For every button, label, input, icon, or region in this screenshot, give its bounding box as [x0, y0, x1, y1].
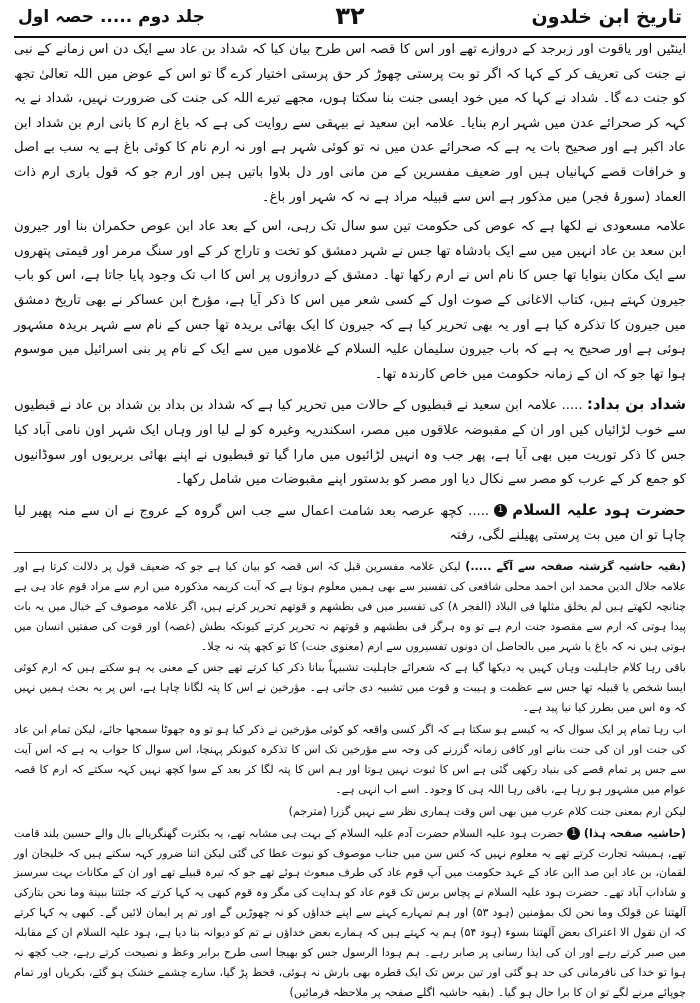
- translator-note: لیکن ارم بمعنی جنت کلام عرب میں بھی اس وقت ہماری نظر سے نہیں گزرا (مترجم): [288, 804, 686, 818]
- page-header: [14, 0, 686, 38]
- section-heading-shaddad: شداد بن بداد:: [586, 395, 686, 414]
- footnote-marker[interactable]: 1: [494, 504, 507, 517]
- volume-label: جلد دوم ..... حصہ اول: [18, 7, 205, 27]
- main-text: [14, 38, 686, 549]
- footnote-divider: [14, 552, 686, 553]
- paragraph-hud-text: ..... کچھ عرصہ بعد شامت اعمال سے جب اس گروہ کے عروج نے ان سے منہ پھیر لیا چاہا تو ان میں بت پرستی پھیلنے لگی، رفتہ: [14, 503, 686, 544]
- paragraph-iram: اینٹیں اور یاقوت اور زبرجد کے دروازے تھے اور اس کا قصہ اس طرح بیان کیا کہ شداد بن عاد سے ایک دن اس زمانے کے نبی نے جنت کی تعریف کر کے کہا کہ اگر تو بت پرستی چھوڑ کر حق پرستی اختیار کرے گا تو اس کے عوض میں اللہ تعالیٰ تجھ کو جنت دے گا۔ شداد نے کہا کہ میں خود ایسی جنت بنا سکتا ہوں، مجھے تیرے اللہ کی جنت کی ضرورت نہیں، شداد نے یہ کہہ کر صحرائے عدن میں شہر ارم بنایا۔ علامہ ابن سعید نے بیہقی سے روایت کی ہے کہ باغ ارم کا بانی ارم بن شداد ابن عاد اکبر ہے اور صحیح بات یہ ہے کہ صحرائے عدن میں نہ تو کوئی شہر ہے اور نہ ارم نام کا کوئی باغ ہے یہ سب بے اصل و خرافات قصے کہانیاں ہیں اور ضعیف مفسرین کے من مانی اور دل بلاوا باتیں ہیں اور ارم جو کہ قول باری ارم ذات العماد (سورۂ فجر) میں مذکور ہے اس سے قبیلہ مراد ہے نہ کہ شہر اور باغ۔: [14, 42, 686, 205]
- footnote-marker: 1: [567, 827, 580, 840]
- footnote-hud: [14, 824, 686, 1003]
- section-heading-hud: حضرت ہود علیہ السلام: [512, 500, 686, 519]
- footnotes: [14, 557, 686, 1003]
- paragraph-shaddad-text: ..... علامہ ابن سعید نے قبطیوں کے حالات میں تحریر کیا ہے کہ شداد بن بداد بن شداد بن عاد نے قبطیوں سے خوب لڑائیاں کیں اور ان کے مقبوضہ علاقوں میں مصر، اسکندریہ وغیرہ کو لے لیا اور وہاں ایک شہر اون نامی آباد کیا جس کا ذکر توریت میں بھی آیا ہے، پھر جب وہ انہیں لڑائیوں میں مارا گیا تو قبطیوں نے اپنے بھائی بربریوں اور سوڈانیوں کو جمع کر کے عرب کو مصر سے نکال دیا اور مصر کو بدستور اپنے مقبوضات میں شامل رکھا۔: [14, 398, 686, 488]
- paragraph-shaddad: [14, 392, 686, 492]
- book-title: تاریخ ابن خلدون: [531, 6, 682, 28]
- footnote-text: اب رہا تمام پر ایک سوال کہ یہ کیسے ہو سکتا ہے کہ اگر کسی واقعہ کو کوئی مؤرخین نے ذکر کیا ہو تو وہ جھوٹا سمجھا جائے، لیکن تمام ابن عاد کی جنت اور ان کی جنت بنانے اور کافی زمانہ گزرنے کی وجہ سے مؤرخین تک اس کا تذکرہ کیونکر پہنچا، اس سوال کا جواب یہ ہے کہ اس آیت سے جس پر تمام قصے کی بنیاد رکھی گئی ہے اس کا ثبوت نہیں ہوتا اور ہم اس کا پتہ لگا کر بعد کے سوا کچھ نہیں کہہ سکتے کہ ارم کا قصہ عوام میں مشہور ہو رہا ہے، باقی رہا اللہ ہی کا وجود۔ اسے اب انہی ہے۔: [14, 723, 686, 796]
- page-number: ۳۲: [335, 2, 365, 30]
- footnote-continued: [14, 557, 686, 657]
- footnote-hud-label: (حاشیہ صفحہ ہذا): [583, 826, 686, 840]
- footnote-text: حضرت ہود علیہ السلام حضرت آدم علیہ السلام کے بہت ہی مشابہ تھے، یہ بکثرت گھنگریالے بال والے حسین بلند قامت تھے، ہمیشہ تجارت کرتے تھے یہ معلوم نہیں کہ کس سن میں جناب موصوف کو نبوت عطا کی گئی لیکن اتنا ضرور کہہ سکتے ہیں کہ خلیجان اور لقمان، بن عاد ابن صد اابن عاد کے عہد حکومت میں آپ قوم عاد کی طرف مبعوث ہوئے تھے جو کہ تیرہ قبیلے تھے اور ان کے مکانات بہت سرسبز و شاداب آباد تھے۔ حضرت ہود علیہ السلام نے پچاس برس تک قوم عاد کو ہدایت کی مگر وہ قوم کبھی یہ کہا کرتے کہ جئتنا ببینة وما نحن بتارکی آلھتنا عن قولک وما نحن لک بمؤمنین (ہود ۵۳) اور ہم تمہارے کہنے سے اپنے خداؤں کو نہ چھوڑیں گے اور تم پر ایمان لائیں گے۔ کبھی یہ کہا کرتے کہ ان نقول الا اعتراک بعض آلھتنا بسوء (ہود ۵۴) ہم یہ کہتے ہیں کہ ہمارے بعض خداؤں نے تم کو دیوانہ بنا دیا ہے، ہود علیہ السلام ان کے مقابلہ میں صبر کرتے رہے اور ان کی ایذا رسانی پر صابر رہے۔ ہم ہودا الرسول جس کو بھیجا اسی طرح برابر وعظ و نصیحت کرتے رہے، جب کچھ نہ ہوا تو خدا کی نافرمانی کی حد ہو گئی اور تین برس تک ایک قطرہ بھی بارش نہ ہوئی، قحط پڑ گیا، سارے چشمے خشک ہو گئے، بکریاں اور تمام چوپائے مرنے لگے تو ان کا برا حال ہو گیا۔: [14, 826, 686, 999]
- footnote-continued-label: (بقیہ حاشیہ گزشتہ صفحہ سے آگے .....): [465, 559, 686, 573]
- paragraph-masudi: علامہ مسعودی نے لکھا ہے کہ عوص کی حکومت تین سو سال تک رہی، اس کے بعد عاد ابن عوص حکمران بنا اور جیرون ابن سعد بن عاد انہیں میں سے ایک بادشاہ تھا جس نے شہر دمشق کو تخت و تاراج کر کے اور سنگ مرمر اور قیمتی پتھروں سے ایک مکان بنوایا تھا جس کا نام اس نے ارم رکھا تھا۔ دمشق کے دروازوں پر اس کا اب تک وجود پایا جاتا ہے، اس کو باب جیرون کہتے ہیں، کتاب الاغانی کے صوت اول کے کسی شعر میں اس کا ذکر آیا ہے، مؤرخ ابن عساکر نے بھی تاریخ دمشق میں جیرون کا تذکرہ کیا ہے اور یہ بھی تحریر کیا ہے کہ جیرون کا ایک بھائی بریدہ تھا جس کے نام سے شہر بریدہ مشہور ہوئی ہے اور صحیح یہ ہے کہ باب جیرون سلیمان علیہ السلام کے غلاموں میں سے ایک کے نام پر بنی اسرائیل میں موسوم ہوا تھا جو کہ ان کے زمانہ حکومت میں خاص کارندہ تھا۔: [14, 219, 686, 382]
- continued-next-page: (بقیہ حاشیہ اگلے صفحہ پر ملاحظہ فرمائیں): [289, 985, 495, 999]
- footnote-text: باقی رہا کلام جاہلیت وہاں کہیں یہ دیکھا گیا ہے کہ شعرائے جاہلیت تشبیہاً بنانا ذکر کیا کرتے تھے جس کے معنی یہ ہو سکتے ہیں کہ ارم کوئی ایسا شخص یا قبیلہ تھا جس سے عظمت و ہیبت و قوت میں تشبیہ دی جاتی ہے۔ مؤرخین نے اس کا پتہ لگانا چاہا ہے، اس پر یہ بحث ہمیں نہیں کہ وہ اس میں بطرز کیا نیا پید ہے۔: [14, 661, 686, 715]
- footnote-text: لیکن علامہ مفسرین قبل کہ اس قصہ کو بیان کیا ہے جو کہ ضعیف قول پر دلالت کرتا ہے اور علامہ جلال الدین محمد ابن احمد محلی شافعی کی تفسیر سے بھی ہمیں معلوم ہوتا ہے کہ آیت کریمہ مذکورہ میں ارم سے مراد قوم عاد ہی ہے چنانچہ لکھتے ہیں لم یخلق مثلھا فی البلاد (الفجر ۸) کی تفسیر میں فی بطشھم و قوتھم تحریر کرتے ہیں، اگر علامہ موصوف کے خیال میں یہ بات پیدا ہوتی کہ ارم سے مقصود جنت ارم ہے تو وہ ہرگز فی بطشھم و قوتھم نہ تحریر کرتے کیونکہ بطش (غصہ) اور قوت کی صفتیں انسان میں ہوتی ہیں نہ کہ باغ یا شہر میں بالحاصل ان دونوں تفسیروں سے ارم (معنوی جنت) کا تو کچھ پتہ نہ چلا۔: [14, 559, 686, 653]
- paragraph-hud: [14, 498, 686, 549]
